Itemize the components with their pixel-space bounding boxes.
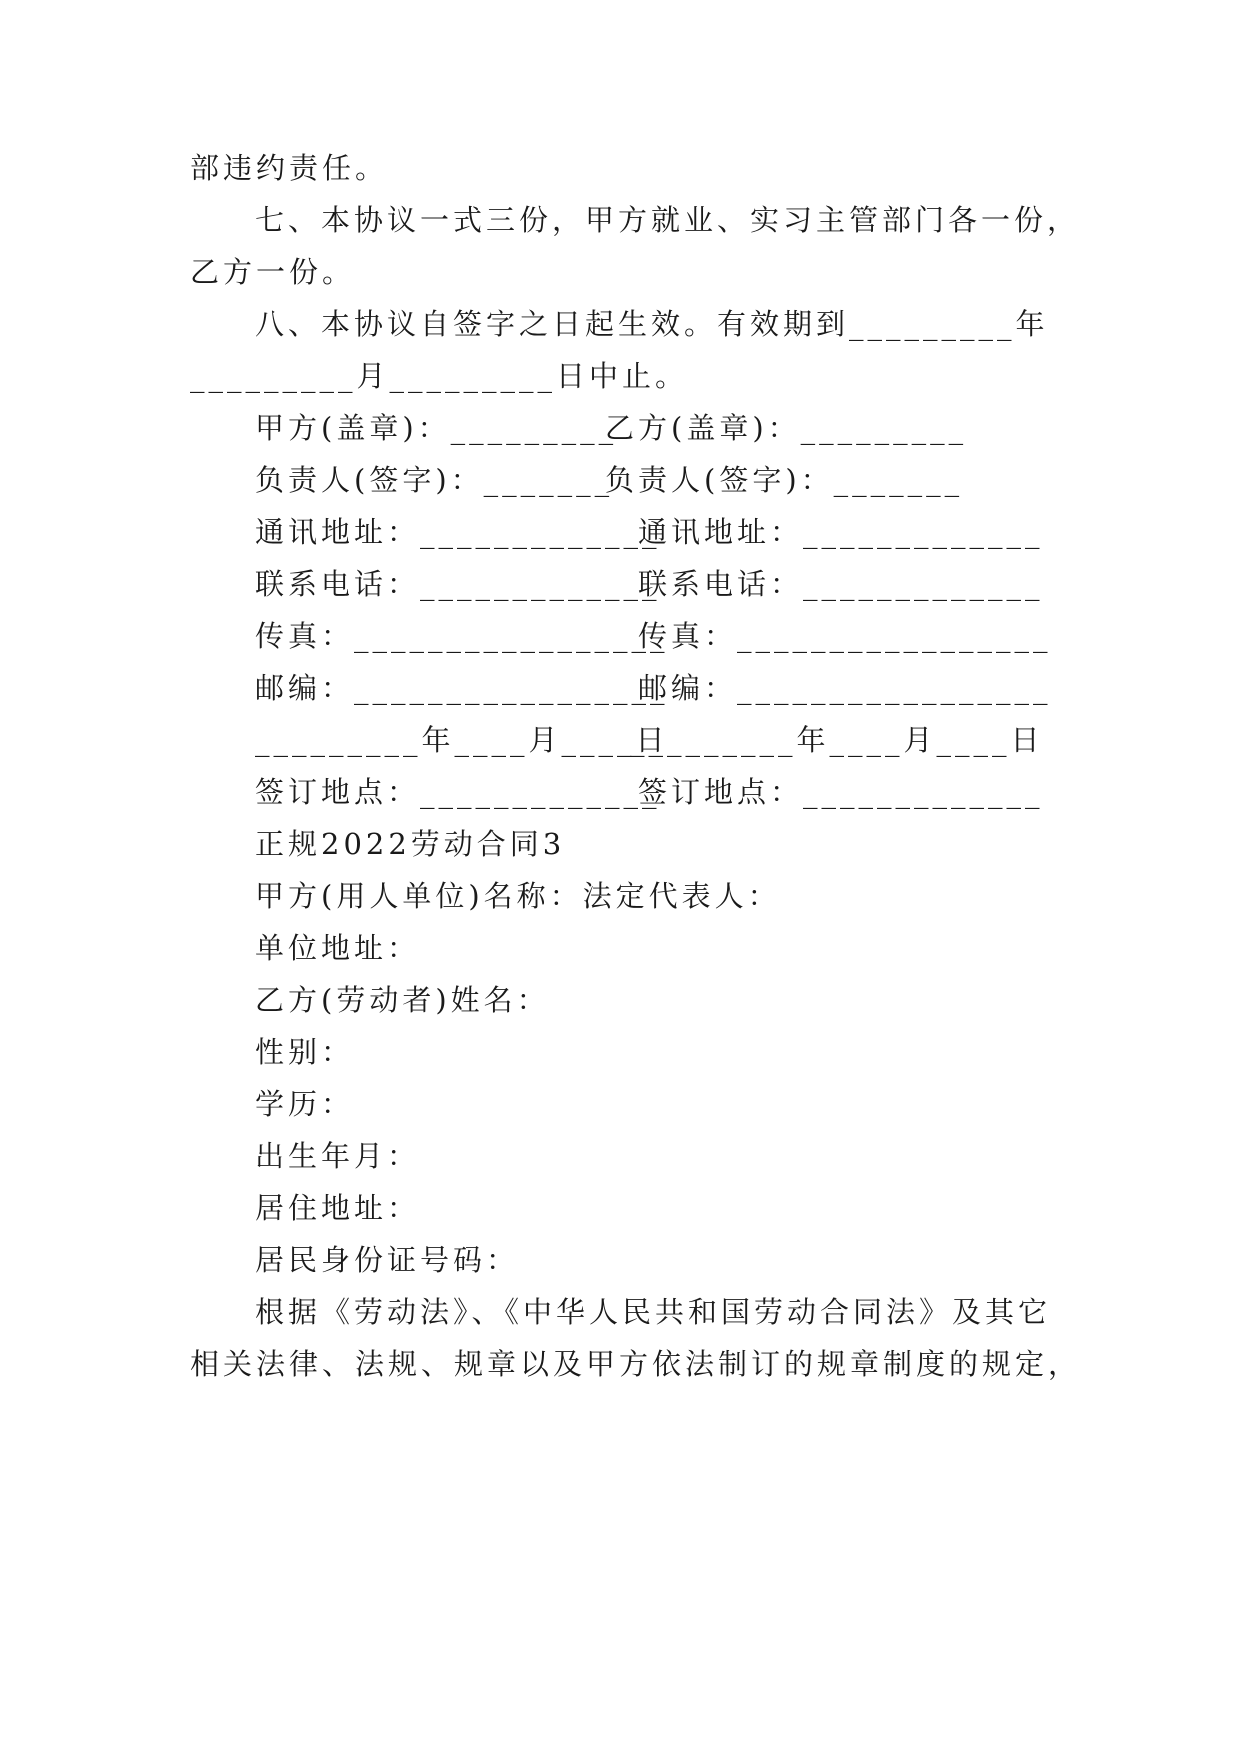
text-line: 甲方(用人单位)名称：法定代表人：: [255, 879, 781, 913]
party-a-phone-field: 联系电话：_____________: [255, 567, 661, 601]
party-a-postcode-field: 邮编：_________________: [255, 671, 669, 705]
text-line: 性别：: [255, 1035, 355, 1069]
party-b-postcode-field: 邮编：_________________: [638, 671, 1052, 705]
party-b-fax-field: 传真：_________________: [638, 619, 1052, 653]
text-line: 乙方(劳动者)姓名：: [255, 983, 550, 1017]
party-a-fax-field: 传真：_________________: [255, 619, 669, 653]
party-b-phone-field: 联系电话：_____________: [638, 567, 1044, 601]
text-line: 部违约责任。: [190, 151, 389, 185]
party-a-address-field: 通讯地址：_____________: [255, 515, 661, 549]
text-line: 八、本协议自签字之日起生效。有效期到_________年: [255, 307, 1049, 341]
party-a-seal-field: 甲方(盖章)：_________: [255, 411, 618, 445]
text-line: 居住地址：: [255, 1191, 421, 1225]
text-line: 单位地址：: [255, 931, 421, 965]
party-b-signer-field: 负责人(签字)：_______: [605, 463, 964, 497]
text-line: 相关法律、法规、规章以及甲方依法制订的规章制度的规定，: [190, 1347, 1082, 1381]
party-b-location-field: 签订地点：_____________: [638, 775, 1044, 809]
party-a-location-field: 签订地点：_____________: [255, 775, 661, 809]
text-line: 居民身份证号码：: [255, 1243, 520, 1277]
party-b-address-field: 通讯地址：_____________: [638, 515, 1044, 549]
text-line: 乙方一份。: [190, 255, 356, 289]
section-title: 正规2022劳动合同3: [255, 827, 566, 861]
party-b-seal-field: 乙方(盖章)：_________: [605, 411, 968, 445]
text-line: 根据《劳动法》、《中华人民共和国劳动合同法》及其它: [255, 1295, 1052, 1329]
text-line: _________月_________日中止。: [190, 359, 689, 393]
text-line: 学历：: [255, 1087, 355, 1121]
text-line: 七、本协议一式三份，甲方就业、实习主管部门各一份，: [255, 203, 1081, 237]
party-b-date-field: _________年____月____日: [630, 723, 1044, 757]
party-a-date-field: _________年____月____日: [255, 723, 669, 757]
party-a-signer-field: 负责人(签字)：_______: [255, 463, 614, 497]
text-line: 出生年月：: [255, 1139, 421, 1173]
